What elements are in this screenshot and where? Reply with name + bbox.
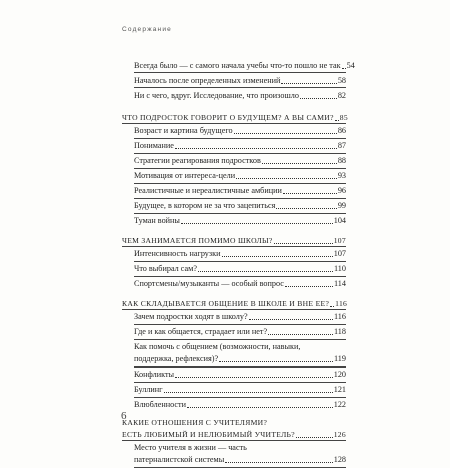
toc-chapter-title: ЧЕМ ЗАНИМАЕТСЯ ПОМИМО ШКОЛЫ?	[122, 236, 273, 245]
toc-chapter-items	[122, 123, 346, 228]
toc-chapter-title: КАК СКЛАДЫВАЕТСЯ ОБЩЕНИЕ В ШКОЛЕ И ВНЕ ЕЕ?	[122, 299, 330, 308]
toc-entry-page: 86	[337, 126, 346, 135]
toc-entry-page: 118	[334, 327, 346, 336]
toc-entry-title: Ни с чего, вдруг. Исследование, что произошло	[134, 91, 299, 100]
leader-dots	[342, 68, 346, 69]
toc-entry-multiline	[134, 441, 346, 468]
toc-chapter-heading	[122, 111, 346, 123]
leader-dots	[234, 133, 337, 134]
toc-entry-page: 99	[337, 201, 346, 210]
leader-dots	[283, 193, 337, 194]
toc-chapter	[122, 111, 346, 123]
leader-dots	[175, 148, 337, 149]
toc-entry-title: Туман войны	[134, 216, 180, 225]
toc-section-continued	[122, 58, 355, 102]
toc-entry-title: Зачем подростки ходят в школу?	[134, 312, 248, 321]
toc-entry	[134, 169, 346, 184]
toc-entry-page: 128	[333, 455, 346, 464]
toc-entry-title: Буллинг	[134, 385, 163, 394]
toc-entry-page: 96	[337, 186, 346, 195]
toc-entry-page: 82	[337, 91, 346, 100]
toc-entry-title-line: Как помочь с общением (возможности, навыки,	[134, 342, 301, 351]
toc-entry-title: Стратегии реагирования подростков	[134, 156, 261, 165]
toc-entry	[134, 199, 346, 214]
toc-entry-title: Понимание	[134, 141, 174, 150]
leader-dots	[281, 83, 336, 84]
toc-entry-page: 104	[333, 216, 346, 225]
toc-entry	[134, 262, 346, 277]
toc-chapter-heading	[122, 428, 346, 440]
leader-dots	[335, 120, 339, 121]
toc-entry	[134, 310, 346, 325]
toc-entry-title: Возраст и картина будущего	[134, 126, 233, 135]
leader-dots	[164, 392, 333, 393]
toc-entry	[134, 247, 346, 262]
toc-chapter-page: 116	[335, 299, 348, 308]
toc-entry	[134, 352, 346, 367]
toc-entry-page: 88	[337, 156, 346, 165]
toc-entry	[134, 214, 346, 228]
leader-dots	[236, 178, 337, 179]
toc-entry-title: Спортсмены/музыканты — особый вопрос	[134, 279, 284, 288]
leader-dots	[222, 256, 333, 257]
toc-entry	[134, 139, 346, 154]
leader-dots	[225, 462, 332, 463]
toc-entry	[134, 325, 346, 340]
toc-chapter-page: 85	[339, 113, 348, 122]
toc-entry	[134, 453, 346, 468]
toc-entry	[134, 72, 346, 87]
toc-chapter	[122, 297, 346, 309]
toc-entry-title: Что выбирал сам?	[134, 264, 197, 273]
leader-dots	[274, 243, 333, 244]
toc-entry-page: 54	[346, 61, 355, 70]
toc-entry	[134, 277, 346, 291]
leader-dots	[300, 98, 337, 99]
toc-chapter	[122, 418, 346, 440]
toc-entry	[134, 184, 346, 199]
toc-entry-page: 87	[337, 141, 346, 150]
toc-entry-title: Всегда было — с самого начала учебы что-то пошло не так	[134, 61, 341, 70]
toc-entry-title: патерналистской системы	[134, 455, 225, 464]
toc-entry-title: Конфликты	[134, 370, 175, 379]
toc-chapter-title-line: КАКИЕ ОТНОШЕНИЯ С УЧИТЕЛЯМИ?	[122, 418, 268, 427]
leader-dots	[330, 306, 334, 307]
toc-entry	[134, 124, 346, 139]
toc-entry-title: поддержка, рефлексия)?	[134, 354, 219, 363]
toc-chapter	[122, 234, 346, 246]
leader-dots	[219, 361, 333, 362]
toc-entry-page: 120	[333, 370, 346, 379]
toc-entry	[134, 398, 346, 412]
toc-entry-title: Где и как общается, страдает или нет?	[134, 327, 268, 336]
leader-dots	[198, 271, 333, 272]
table-of-contents	[122, 58, 355, 468]
toc-entry-page: 114	[334, 279, 346, 288]
toc-chapter-items	[122, 440, 346, 468]
leader-dots	[285, 286, 333, 287]
toc-entry	[134, 58, 355, 72]
toc-chapter-title: ЕСТЬ ЛЮБИМЫЙ И НЕЛЮБИМЫЙ УЧИТЕЛЬ?	[122, 430, 295, 439]
toc-chapter-items	[122, 309, 346, 412]
toc-entry	[134, 87, 346, 102]
leader-dots	[181, 223, 333, 224]
toc-entry-title: Мотивация от интереса-цели	[134, 171, 236, 180]
leader-dots	[175, 377, 333, 378]
leader-dots	[276, 208, 336, 209]
toc-entry-page: 122	[333, 400, 346, 409]
toc-entry-title: Влюбленности	[134, 400, 186, 409]
toc-entry-title: Началось после определенных изменений	[134, 76, 281, 85]
toc-entry-page: 121	[333, 385, 346, 394]
toc-entry-multiline	[134, 340, 346, 368]
toc-entry	[134, 368, 346, 383]
toc-entry-page: 119	[334, 354, 346, 363]
toc-entry-page: 110	[334, 264, 346, 273]
toc-entry-title: Будущее, в котором не за что зацепиться	[134, 201, 276, 210]
toc-entry-page: 93	[337, 171, 346, 180]
toc-chapter-title: ЧТО ПОДРОСТОК ГОВОРИТ О БУДУЩЕМ? А ВЫ САМИ?	[122, 113, 334, 122]
page-number: 6	[121, 410, 127, 422]
toc-chapter-items	[122, 246, 346, 291]
toc-entry-title: Реалистичные и нереалистичные амбиции	[134, 186, 282, 195]
toc-entry	[134, 383, 346, 398]
toc-entry-title-line: Место учителя в жизни — часть	[134, 443, 247, 452]
toc-entry-page: 58	[337, 76, 346, 85]
leader-dots	[187, 407, 333, 408]
leader-dots	[268, 334, 333, 335]
toc-entry-page: 107	[333, 249, 346, 258]
toc-chapter-page: 107	[333, 236, 346, 245]
toc-chapter-heading	[122, 297, 346, 309]
running-head: Содержание	[122, 26, 172, 33]
toc-chapter-page: 126	[333, 430, 346, 439]
toc-entry	[134, 154, 346, 169]
leader-dots	[249, 319, 333, 320]
leader-dots	[262, 163, 337, 164]
toc-entry-title: Интенсивность нагрузки	[134, 249, 221, 258]
toc-chapter-heading	[122, 234, 346, 246]
toc-entry-page: 116	[334, 312, 346, 321]
leader-dots	[296, 437, 333, 438]
